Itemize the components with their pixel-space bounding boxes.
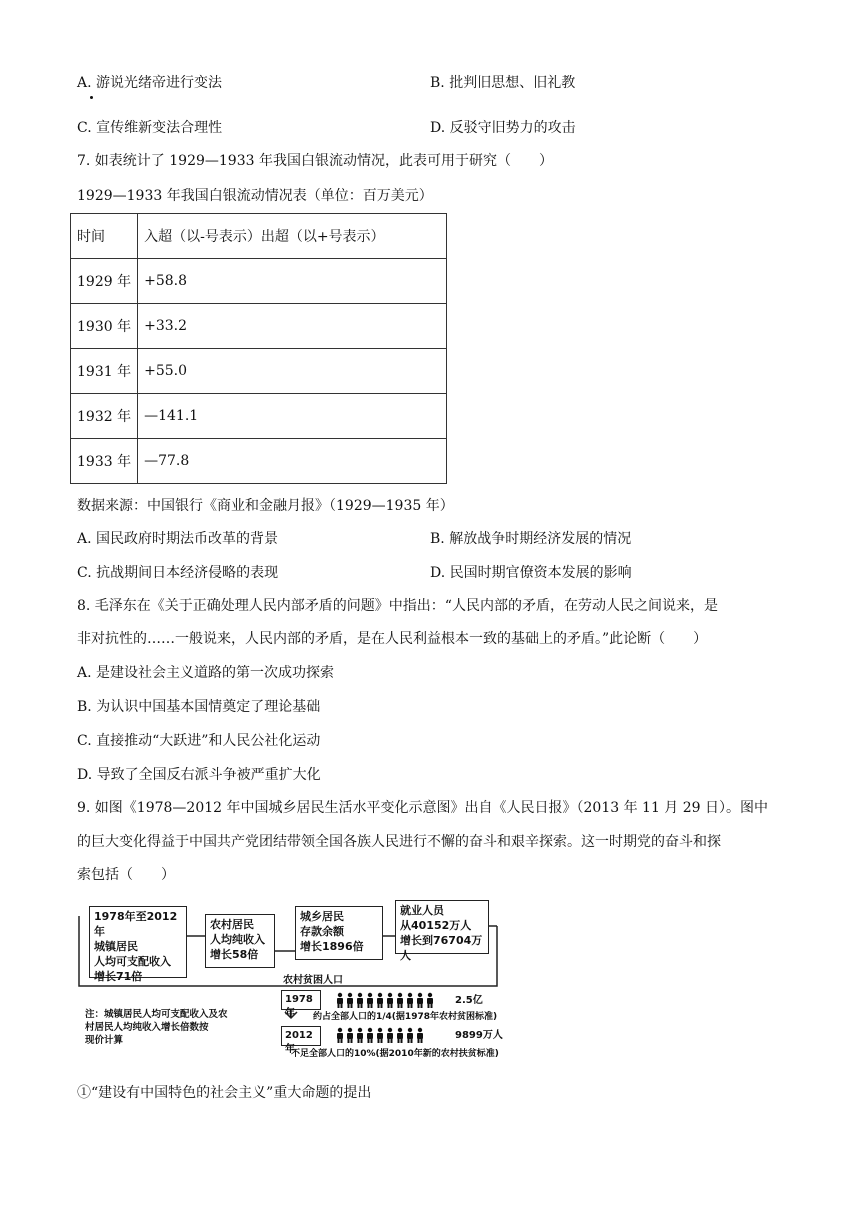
box-text: 人均可支配收入 [94,955,171,968]
person-icon [335,1031,425,1047]
silver-flow-table [70,213,447,484]
box-text: 城镇居民 [94,940,138,953]
emphasis-dot [90,96,93,99]
table-header-row [71,214,447,259]
box-text: 增长71倍 [94,970,143,983]
q9-stem-line2: 的巨大变化得益于中国共产党团结带领全国各族人民进行不懈的奋斗和艰辛探索。这一时期党的奋斗和探 [77,834,721,850]
person-icon [335,996,435,1012]
box-text: 存款余额 [300,925,344,938]
table-row [71,304,447,349]
person-icons-svg [335,1027,425,1043]
table-cell: —141.1 [138,394,447,439]
q9-item-1: ①“建设有中国特色的社会主义”重大命题的提出 [77,1085,372,1101]
poverty-value-1978: 2.5亿 [455,995,483,1006]
poverty-title: 农村贫困人口 [283,975,343,986]
table-row [71,394,447,439]
q8-option-a: A. 是建设社会主义道路的第一次成功探索 [77,665,335,681]
q7-option-b: B. 解放战争时期经济发展的情况 [430,531,632,547]
table-row [71,439,447,484]
q6-option-a: A. 游说光绪帝进行变法 [77,75,223,91]
savings-box [295,906,383,960]
box-text: 增长到76704万人 [400,934,483,962]
living-standard-infographic [77,896,547,1066]
q8-stem-line2: 非对抗性的……一般说来，人民内部的矛盾，是在人民利益根本一致的基础上的矛盾。”此论断（ ） [77,631,708,647]
note-line: 村居民人均纯收入增长倍数按 [85,1022,209,1033]
q7-option-c: C. 抗战期间日本经济侵略的表现 [77,565,279,581]
q7-option-d: D. 民国时期官僚资本发展的影响 [430,565,632,581]
table-header-cell: 时间 [71,214,138,259]
q6-option-c: C. 宣传维新变法合理性 [77,120,223,136]
box-text: 1978年 [285,994,313,1019]
q9-stem-line1: 9. 如图《1978—2012 年中国城乡居民生活水平变化示意图》出自《人民日报》（2013 年 11 月 29 日）。图中 [77,800,769,816]
q8-option-c: C. 直接推动“大跃进”和人民公社化运动 [77,733,321,749]
q8-option-b: B. 为认识中国基本国情奠定了理论基础 [77,699,321,715]
figure-note [85,1008,275,1047]
table-row [71,259,447,304]
box-text: 人均纯收入 [210,933,265,946]
table-cell: —77.8 [138,439,447,484]
employment-box [395,900,489,962]
poverty-note-2012: 不足全部人口的10%(据2010年新的农村扶贫标准) [291,1049,499,1059]
q9-stem-line3: 索包括（ ） [77,867,175,883]
poverty-note-1978: 约占全部人口的1/4(据1978年农村贫困标准) [313,1012,498,1022]
urban-income-box [89,906,187,983]
box-text: 增长1896倍 [300,940,364,953]
poverty-value-2012: 9899万人 [455,1030,503,1041]
q6-option-d: D. 反驳守旧势力的攻击 [430,120,576,136]
person-icon-row-2012 [335,1027,425,1047]
rural-income-box [205,914,275,968]
table-cell: +55.0 [138,349,447,394]
table-header-cell: 入超（以-号表示）出超（以+号表示） [138,214,447,259]
year-1978-label [281,990,321,1019]
q8-option-d: D. 导致了全国反右派斗争被严重扩大化 [77,767,321,783]
box-text: 农村居民 [210,918,254,931]
q7-table-caption: 1929—1933 年我国白银流动情况表（单位：百万美元） [77,188,433,204]
box-text: 从40152万人 [400,919,472,932]
year-2012-label [281,1026,321,1055]
q7-stem: 7. 如表统计了 1929—1933 年我国白银流动情况，此表可用于研究（ ） [77,153,553,169]
box-text: 就业人员 [400,904,444,917]
box-text: 增长58倍 [210,948,259,961]
table-cell: 1932 年 [71,394,138,439]
box-text: 城乡居民 [300,910,344,923]
q7-option-a: A. 国民政府时期法币改革的背景 [77,531,279,547]
person-icons-svg [335,992,435,1008]
q8-stem-line1: 8. 毛泽东在《关于正确处理人民内部矛盾的问题》中指出：“人民内部的矛盾，在劳动人民之间说来，是 [77,598,718,614]
box-text: 2012年 [285,1030,313,1055]
note-line: 注：城镇居民人均可支配收入及农 [85,1009,228,1020]
table-cell: 1931 年 [71,349,138,394]
table-row [71,349,447,394]
q6-option-b: B. 批判旧思想、旧礼教 [430,75,576,91]
note-line: 现价计算 [85,1035,124,1046]
box-text: 1978年至2012年 [94,910,178,938]
table-cell: +58.8 [138,259,447,304]
person-icon-row-1978 [335,992,435,1012]
q7-source: 数据来源：中国银行《商业和金融月报》（1929—1935 年） [77,498,454,514]
table-cell: 1929 年 [71,259,138,304]
table-cell: +33.2 [138,304,447,349]
table-cell: 1930 年 [71,304,138,349]
table-cell: 1933 年 [71,439,138,484]
